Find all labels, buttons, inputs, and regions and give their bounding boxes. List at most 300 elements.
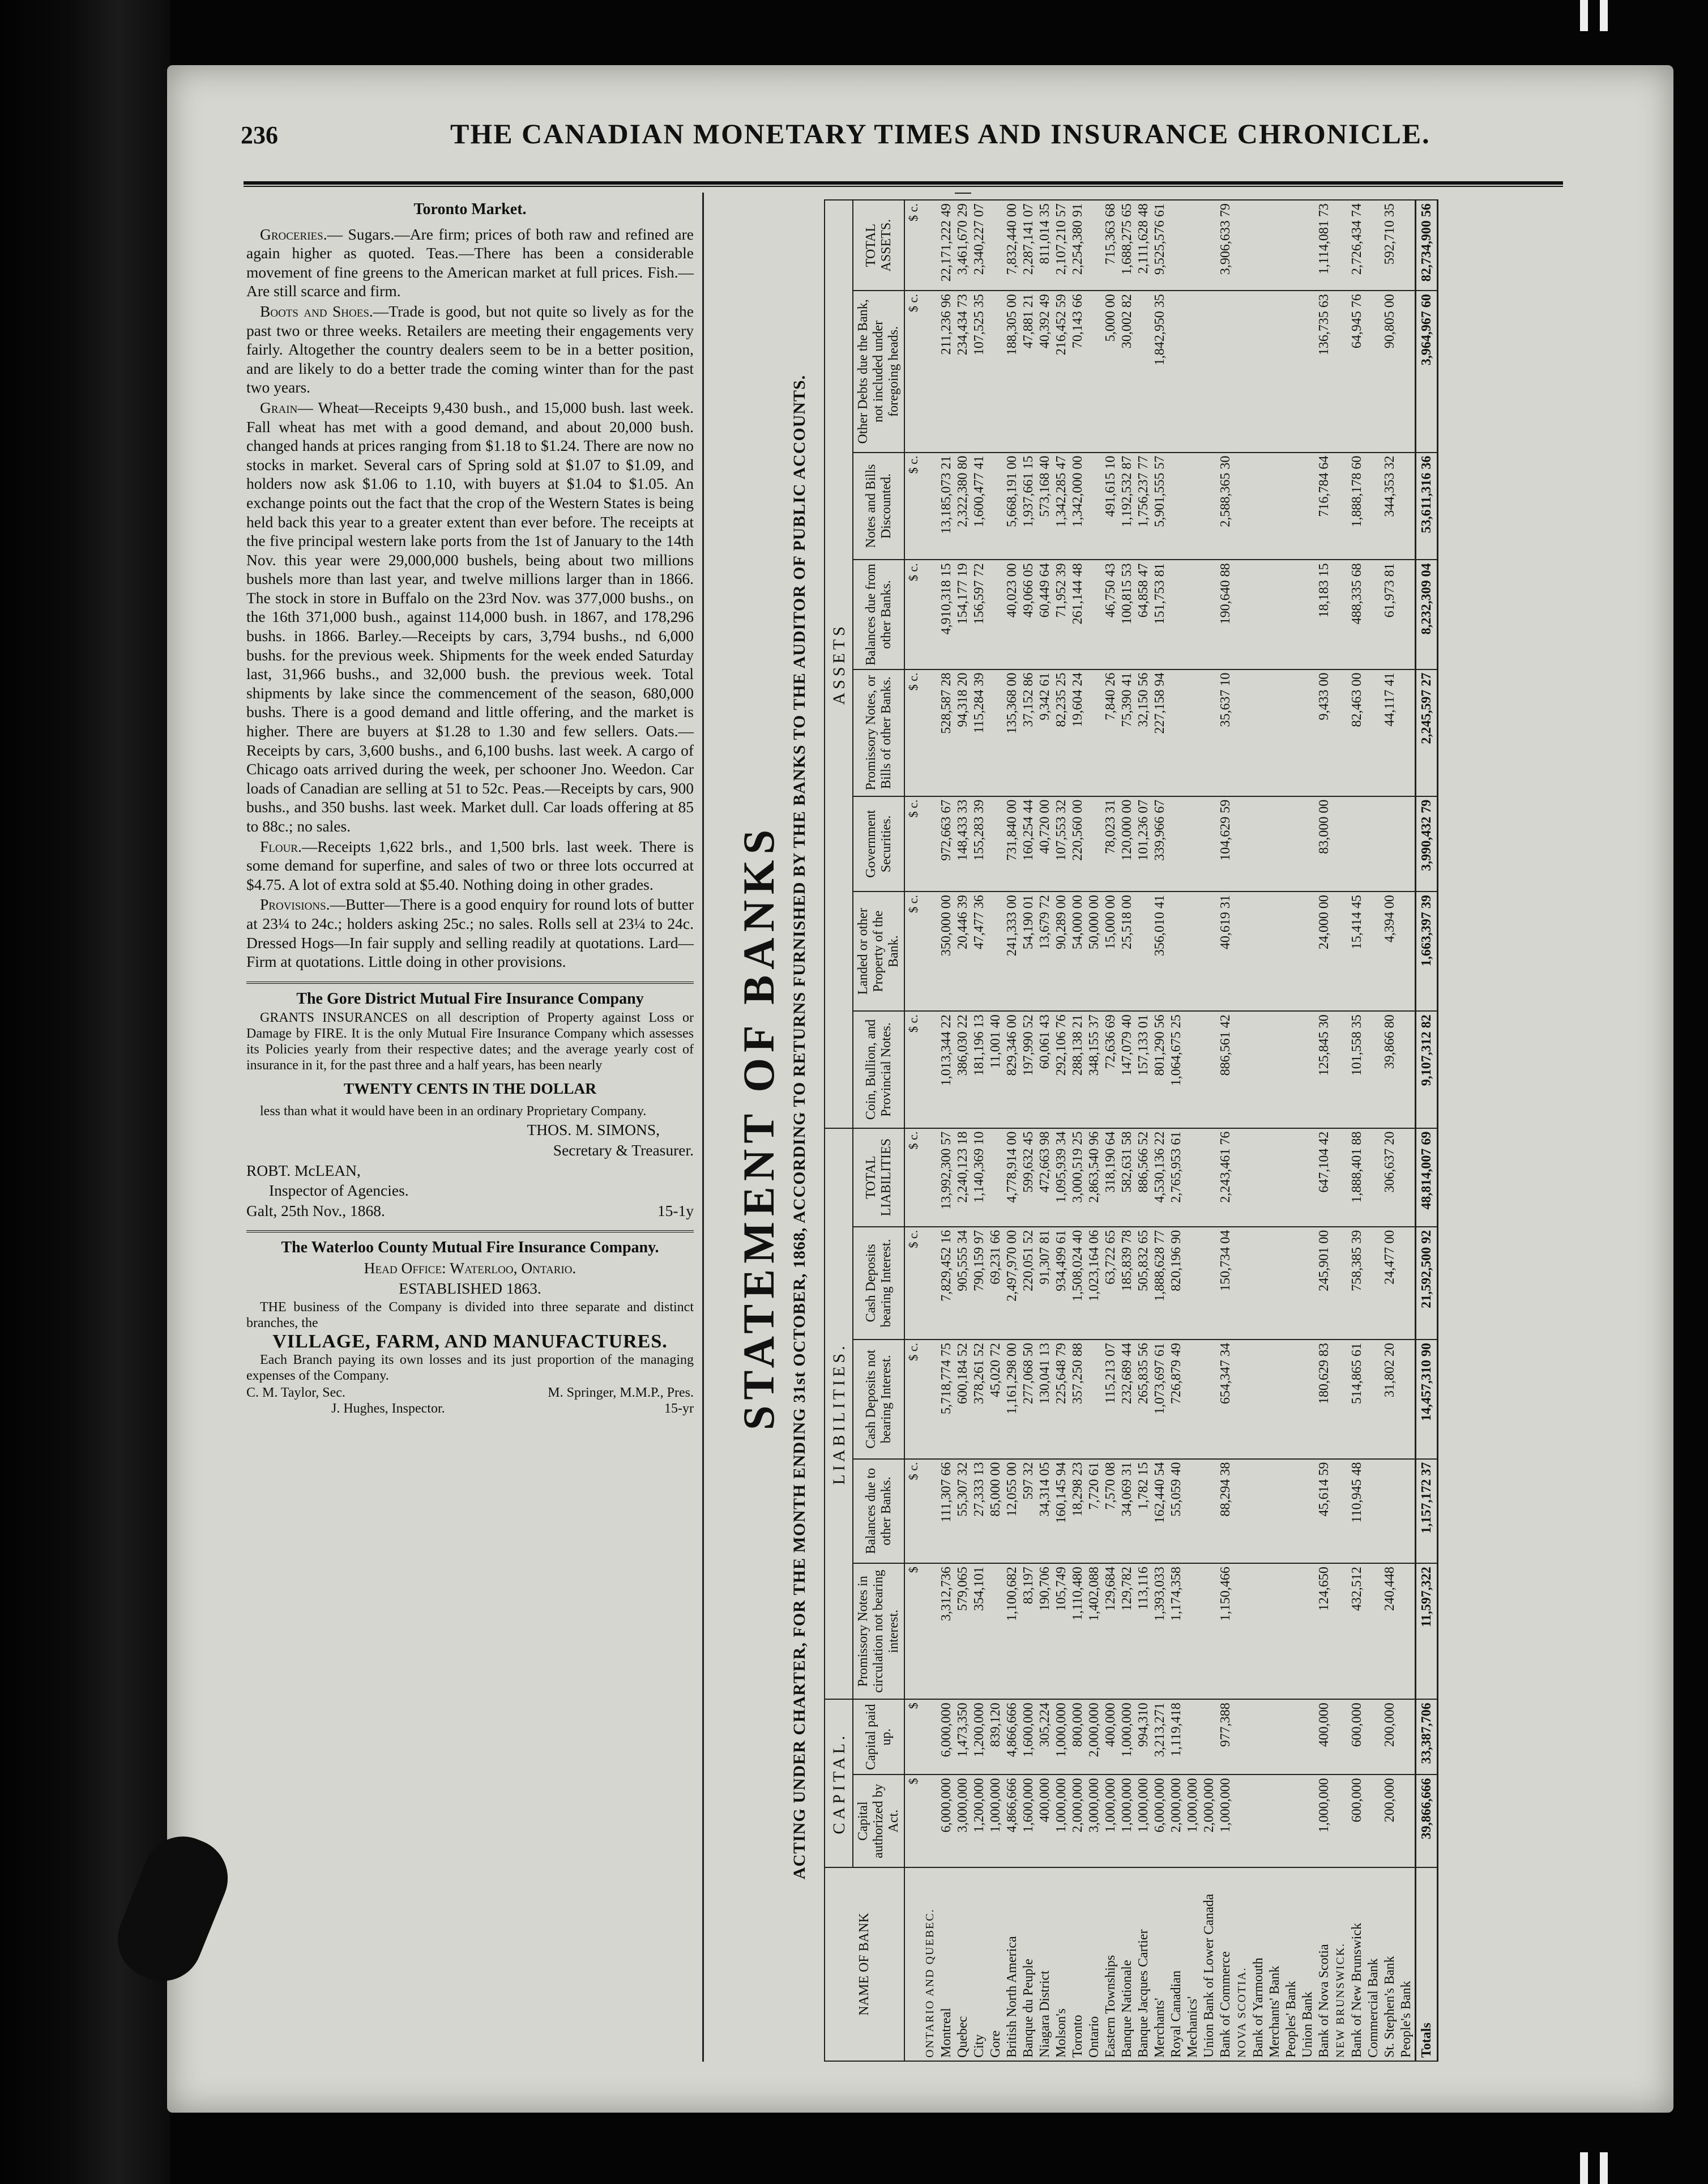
value-cell [1250,1340,1267,1459]
bank-name: Ontario [1086,1867,1103,2061]
value-cell: 2,322,380 80 [955,453,971,560]
empty-cell [922,891,938,1011]
value-cell [1283,891,1300,1011]
total-cell: 3,990,432 79 [1416,796,1438,891]
value-cell: 148,433 33 [955,796,971,891]
bank-statement-table [824,193,1438,2062]
value-cell: 1,600,477 41 [971,453,988,560]
column-header: Balances due to other Banks. [853,1459,904,1564]
value-cell: 356,010 41 [1152,891,1168,1011]
unit-cell: $ c. [904,1011,922,1128]
unit-cell: $ c. [904,1340,922,1459]
value-cell: 1,888,178 60 [1349,453,1365,560]
total-cell: 48,814,007 69 [1416,1128,1438,1227]
unit-cell: $ c. [904,891,922,1011]
value-cell: 83,000 00 [1316,796,1333,891]
totals-label: Totals [1416,1867,1438,2061]
column-header: Coin, Bullion, and Provincial Notes. [853,1011,904,1128]
value-cell [1365,1699,1382,1774]
value-cell: 1,174,358 [1168,1563,1185,1699]
table-row [1020,193,1037,2061]
units-spacer [904,1867,922,2061]
value-cell: 790,159 97 [971,1227,988,1340]
value-cell: 318,190 64 [1103,1128,1119,1227]
column-header: Capital paid up. [853,1699,904,1774]
gore-signer-title: Secretary & Treasurer. [553,1141,694,1159]
empty-cell [1234,560,1250,669]
empty-cell [1234,1699,1250,1774]
value-cell [1201,291,1218,452]
running-title: THE CANADIAN MONETARY TIMES AND INSURANCE CHRONICLE. [450,118,1431,150]
waterloo-code: 15-yr [664,1401,694,1417]
value-cell [1201,669,1218,796]
empty-cell [1333,1128,1349,1227]
value-cell [1185,1699,1201,1774]
bank-name: Commercial Bank [1365,1867,1382,2061]
value-cell [1201,1340,1218,1459]
value-cell: 599,632 45 [1020,1128,1037,1227]
bank-name: Royal Canadian [1168,1867,1185,2061]
value-cell: 124,650 [1316,1563,1333,1699]
value-cell: 1,888,401 88 [1349,1128,1365,1227]
empty-cell [1234,1563,1250,1699]
value-cell: 156,597 72 [971,560,988,669]
table-row [1135,193,1152,2061]
gore-inspector-title: Inspector of Agencies. [269,1181,409,1200]
value-cell [1267,1699,1283,1774]
value-cell [988,560,1004,669]
value-cell [1398,1774,1416,1867]
value-cell [1168,796,1185,891]
unit-cell: $ c. [904,796,922,891]
value-cell: 185,839 78 [1119,1227,1135,1340]
gore-title: The Gore District Mutual Fire Insurance Company [296,989,644,1008]
value-cell: 130,041 13 [1037,1340,1053,1459]
empty-cell [1333,1459,1349,1564]
value-cell: 1,000,000 [1053,1699,1070,1774]
value-cell [1365,1459,1382,1564]
value-cell: 800,000 [1070,1699,1086,1774]
value-cell: 27,333 13 [971,1459,988,1564]
value-cell: 1,782 15 [1135,1459,1152,1564]
value-cell: 154,177 19 [955,560,971,669]
unit-cell: $ [904,1699,922,1774]
value-cell [1365,1563,1382,1699]
empty-cell [922,291,938,452]
value-cell [1086,291,1103,452]
value-cell: 354,101 [971,1563,988,1699]
value-cell [1398,796,1416,891]
value-cell [1300,1699,1316,1774]
value-cell [1267,669,1283,796]
value-cell: 101,236 07 [1135,796,1152,891]
value-cell: 1,600,000 [1020,1774,1037,1867]
value-cell: 1,114,081 73 [1316,200,1333,291]
bank-name: Niagara District [1037,1867,1053,2061]
value-cell: 2,000,000 [1201,1774,1218,1867]
value-cell: 1,000,000 [1053,1774,1070,1867]
waterloo-established: ESTABLISHED 1863. [399,1279,541,1297]
bank-name: Bank of New Brunswick [1349,1867,1365,2061]
value-cell: 1,000,000 [1119,1699,1135,1774]
value-cell: 3,213,271 [1152,1699,1168,1774]
value-cell: 55,059 40 [1168,1459,1185,1564]
film-mark [1580,2152,1588,2184]
total-cell: 8,232,309 04 [1416,560,1438,669]
value-cell: 4,866,666 [1004,1774,1020,1867]
value-cell [1201,1227,1218,1340]
value-cell: 1,508,024 40 [1070,1227,1086,1340]
empty-cell [922,453,938,560]
value-cell: 839,120 [988,1699,1004,1774]
name-of-bank-header: NAME OF BANK [825,1867,904,2061]
value-cell: 160,145 94 [1053,1459,1070,1564]
value-cell [1398,291,1416,452]
value-cell: 716,784 64 [1316,453,1333,560]
total-cell: 3,964,967 60 [1416,291,1438,452]
waterloo-head-office: Head Office: Waterloo, Ontario. [364,1259,577,1277]
column-separator [702,193,704,2062]
value-cell [1283,1459,1300,1564]
empty-cell [1234,1774,1250,1867]
value-cell [1398,669,1416,796]
value-cell: 37,152 86 [1020,669,1037,796]
empty-cell [922,1340,938,1459]
assets-group-header: ASSETS [825,200,853,1128]
waterloo-officers-row [246,1385,694,1401]
provisions-paragraph [246,895,694,971]
header-rule [244,181,1563,185]
unit-cell: $ c. [904,1128,922,1227]
value-cell [1283,669,1300,796]
provisions-label: Provisions. [260,895,330,914]
value-cell: 3,312,736 [938,1563,955,1699]
value-cell [1267,200,1283,291]
value-cell: 6,000,000 [938,1774,955,1867]
total-cell: 11,597,322 [1416,1563,1438,1699]
units-row [904,193,922,2061]
empty-cell [1333,200,1349,291]
column-header: TOTAL ASSETS. [853,200,904,291]
table-row [1037,193,1053,2061]
value-cell [1300,796,1316,891]
bank-name: City [971,1867,988,2061]
value-cell [1365,891,1382,1011]
value-cell [1168,560,1185,669]
value-cell: 150,734 04 [1218,1227,1234,1340]
bank-name: Union Bank of Lower Canada [1201,1867,1218,2061]
value-cell: 1,342,285 47 [1053,453,1070,560]
section-label: NEW BRUNSWICK. [1333,1867,1349,2061]
film-mark [1580,0,1588,31]
value-cell [1300,669,1316,796]
value-cell: 82,463 00 [1349,669,1365,796]
value-cell: 61,973 81 [1382,560,1398,669]
value-cell: 573,168 40 [1037,453,1053,560]
value-cell [1365,669,1382,796]
value-cell [1267,1459,1283,1564]
value-cell [1201,560,1218,669]
empty-cell [922,796,938,891]
value-cell [1365,1011,1382,1128]
value-cell [1283,796,1300,891]
value-cell [1267,1227,1283,1340]
value-cell: 115,213 07 [1103,1340,1119,1459]
value-cell [1250,1563,1267,1699]
empty-cell [1333,1340,1349,1459]
value-cell: 22,171,222 49 [938,200,955,291]
value-cell: 136,735 63 [1316,291,1333,452]
bank-name: Molson's [1053,1867,1070,2061]
empty-cell [1234,1128,1250,1227]
value-cell: 1,756,237 77 [1135,453,1152,560]
value-cell: 200,000 [1382,1774,1398,1867]
page-number: 236 [241,121,278,149]
value-cell [1185,453,1201,560]
value-cell [1185,1128,1201,1227]
value-cell: 726,879 49 [1168,1340,1185,1459]
value-cell: 40,392 49 [1037,291,1053,452]
total-cell: 33,387,706 [1416,1699,1438,1774]
value-cell: 344,353 32 [1382,453,1398,560]
value-cell [955,193,971,200]
value-cell [1365,453,1382,560]
boots-label: Boots and Shoes. [260,302,373,320]
value-cell: 54,000 00 [1070,891,1086,1011]
column-header: Promissory Notes, or Bills of other Banks. [853,669,904,796]
bank-name: People's Bank [1398,1867,1416,2061]
value-cell: 90,805 00 [1382,291,1398,452]
value-cell: 647,104 42 [1316,1128,1333,1227]
value-cell: 1,000,000 [1135,1774,1152,1867]
value-cell [1168,200,1185,291]
value-cell: 1,393,033 [1152,1563,1168,1699]
value-cell: 4,530,136 22 [1152,1128,1168,1227]
gore-advertisement [246,982,694,1221]
value-cell: 107,553 32 [1053,796,1070,891]
film-mark [1600,2152,1608,2184]
value-cell: 1,192,532 87 [1119,453,1135,560]
value-cell [1365,200,1382,291]
empty-cell [1333,891,1349,1011]
value-cell [1365,560,1382,669]
value-cell: 1,000,000 [988,1774,1004,1867]
value-cell [1185,200,1201,291]
value-cell [1135,291,1152,452]
gore-body: GRANTS INSURANCES on all description of Property against Loss or Damage by FIRE. It is the only Mutual Fire Insurance Company which assesses its Policies yearly from their respective dates; and the average yearly cost of insurance in it, for the past three and a half years, has been nearly [246,1010,694,1073]
capital-group-header: CAPITAL. [825,1699,853,1867]
bank-name: Mechanics' [1185,1867,1201,2061]
table-row [1168,193,1185,2061]
value-cell: 305,224 [1037,1699,1053,1774]
value-cell: 1,473,350 [955,1699,971,1774]
value-cell: 1,000,000 [1218,1774,1234,1867]
value-cell: 2,000,000 [1168,1774,1185,1867]
value-cell: 15,000 00 [1103,891,1119,1011]
table-row [955,193,971,2061]
empty-cell [1333,1227,1349,1340]
value-cell: 9,342 61 [1037,669,1053,796]
empty-cell [1333,796,1349,891]
value-cell: 91,307 81 [1037,1227,1053,1340]
empty-cell [1234,200,1250,291]
value-cell: 78,023 31 [1103,796,1119,891]
value-cell [1382,1459,1398,1564]
value-cell: 45,614 59 [1316,1459,1333,1564]
table-row [1086,193,1103,2061]
value-cell [1398,453,1416,560]
gore-inspector: ROBT. McLEAN, [246,1161,361,1179]
waterloo-body: THE business of the Company is divided into three separate and distinct branches, the [246,1299,694,1330]
value-cell [1365,1340,1382,1459]
value-cell: 5,901,555 57 [1152,453,1168,560]
unit-cell: $ c. [904,560,922,669]
value-cell [1168,453,1185,560]
value-cell: 654,347 34 [1218,1340,1234,1459]
value-cell: 110,945 48 [1349,1459,1365,1564]
value-cell: 1,937,661 15 [1020,453,1037,560]
value-cell: 339,966 67 [1152,796,1168,891]
value-cell: 2,588,365 30 [1218,453,1234,560]
value-cell: 348,155 37 [1086,1011,1103,1128]
value-cell: 34,314 05 [1037,1459,1053,1564]
value-cell [1250,1011,1267,1128]
value-cell [1365,796,1382,891]
empty-cell [1234,1459,1250,1564]
empty-cell [1234,1011,1250,1128]
value-cell: 600,000 [1349,1774,1365,1867]
value-cell: 592,710 35 [1382,200,1398,291]
waterloo-title: The Waterloo County Mutual Fire Insurance Company. [281,1239,659,1257]
value-cell [1283,453,1300,560]
empty-cell [1333,453,1349,560]
table-row [1283,193,1300,2061]
value-cell: 886,566 52 [1135,1128,1152,1227]
value-cell: 104,629 59 [1218,796,1234,891]
value-cell: 240,448 [1382,1563,1398,1699]
value-cell: 18,298 23 [1070,1459,1086,1564]
value-cell: 400,000 [1316,1699,1333,1774]
value-cell: 1,110,480 [1070,1563,1086,1699]
value-cell [1201,200,1218,291]
value-cell: 306,637 20 [1382,1128,1398,1227]
bank-name: Bank of Yarmouth [1250,1867,1267,2061]
value-cell: 3,000,000 [955,1774,971,1867]
value-cell: 63,722 65 [1103,1227,1119,1340]
column-header: Landed or other Property of the Bank. [853,891,904,1011]
value-cell: 5,000 00 [1103,291,1119,452]
value-cell: 472,663 98 [1037,1128,1053,1227]
waterloo-branches: VILLAGE, FARM, AND MANUFACTURES. [272,1330,668,1352]
value-cell [1201,1128,1218,1227]
table-row [1250,193,1267,2061]
value-cell: 129,684 [1103,1563,1119,1699]
value-cell: 400,000 [1037,1774,1053,1867]
value-cell: 107,525 35 [971,291,988,452]
value-cell: 1,100,682 [1004,1563,1020,1699]
value-cell: 115,284 39 [971,669,988,796]
value-cell: 5,668,191 00 [1004,453,1020,560]
value-cell: 2,497,970 00 [1004,1227,1020,1340]
value-cell [1267,891,1283,1011]
market-heading: Toronto Market. [413,201,527,218]
bank-statement-rotated [728,193,1645,2062]
value-cell: 32,150 56 [1135,669,1152,796]
value-cell: 111,307 66 [938,1459,955,1564]
table-row [1119,193,1135,2061]
value-cell: 82,235 25 [1053,669,1070,796]
value-cell: 9,525,576 61 [1152,200,1168,291]
groceries-text: — Sugars.—Are firm; prices of both raw and refined are again higher as quoted. Teas.—There has been a considerable movement of fine greens to the American market at full prices. Fish.—Are still scarce and firm. [246,225,694,300]
value-cell [1185,1459,1201,1564]
value-cell: 1,161,298 00 [1004,1340,1020,1459]
value-cell [1201,1459,1218,1564]
value-cell: 64,858 47 [1135,560,1152,669]
value-cell: 400,000 [1103,1699,1119,1774]
unit-cell: $ c. [904,669,922,796]
value-cell: 357,250 88 [1070,1340,1086,1459]
value-cell [1300,200,1316,291]
value-cell [1250,453,1267,560]
column-header: Balances due from other Banks. [853,560,904,669]
value-cell [1185,1011,1201,1128]
bank-name: St. Stephen's Bank [1382,1867,1398,2061]
value-cell: 64,945 76 [1349,291,1365,452]
bank-name: Banque du Peuple [1020,1867,1037,2061]
value-cell [1398,1128,1416,1227]
value-cell [1267,560,1283,669]
value-cell: 220,051 52 [1020,1227,1037,1340]
value-cell [1365,1227,1382,1340]
value-cell: 162,440 54 [1152,1459,1168,1564]
value-cell: 292,106 76 [1053,1011,1070,1128]
value-cell [1218,291,1234,452]
value-cell [1365,291,1382,452]
value-cell: 50,000 00 [1086,891,1103,1011]
bank-name: Banque Nationale [1119,1867,1135,2061]
bank-name: British North America [1004,1867,1020,2061]
value-cell: 994,310 [1135,1699,1152,1774]
value-cell [1300,1128,1316,1227]
value-cell: 55,307 32 [955,1459,971,1564]
value-cell: 25,518 00 [1119,891,1135,1011]
value-cell: 24,477 00 [1382,1227,1398,1340]
value-cell: 2,765,953 61 [1168,1128,1185,1227]
value-cell: 125,845 30 [1316,1011,1333,1128]
value-cell [1398,891,1416,1011]
empty-cell [1234,796,1250,891]
value-cell: 40,023 00 [1004,560,1020,669]
value-cell: 101,558 35 [1349,1011,1365,1128]
value-cell: 2,000,000 [1070,1774,1086,1867]
value-cell [1185,560,1201,669]
value-cell [988,200,1004,291]
value-cell [1398,1699,1416,1774]
flour-label: Flour. [260,837,302,855]
unit-cell: $ c. [904,453,922,560]
section-row [1234,193,1250,2061]
value-cell: 15,414 45 [1349,891,1365,1011]
value-cell: 157,133 01 [1135,1011,1152,1128]
value-cell: 2,287,141 07 [1020,200,1037,291]
table-row [1053,193,1070,2061]
empty-cell [1234,891,1250,1011]
section-row [1333,193,1349,2061]
value-cell [988,1563,1004,1699]
column-header: Promissory Notes in circulation not bearing interest. [853,1563,904,1699]
empty-cell [922,1227,938,1340]
value-cell [1267,453,1283,560]
